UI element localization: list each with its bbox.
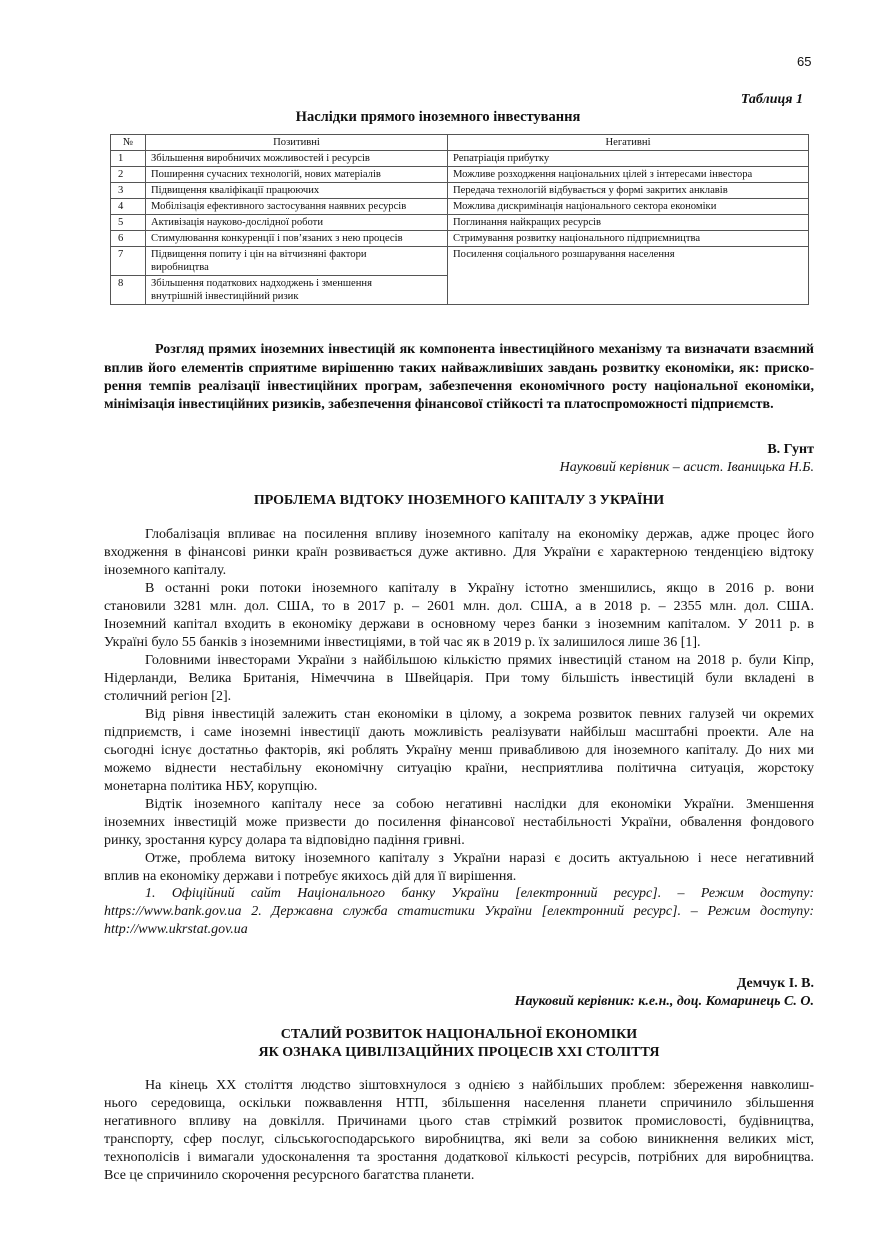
negative-cell bbox=[448, 183, 809, 199]
row-number-cell: 6 bbox=[111, 231, 146, 247]
body-line: ринку, зростання курсу долара та відповідно падіння гривні. bbox=[104, 833, 465, 848]
negative-cell bbox=[448, 231, 809, 247]
body-line: Іноземний капітал входить в економіку держави в основному через банки з іноземним капіталом. У 2011 р. в bbox=[104, 617, 814, 632]
negative-cell bbox=[448, 151, 809, 167]
table-row bbox=[111, 183, 809, 199]
table-row bbox=[111, 231, 809, 247]
positive-cell bbox=[146, 231, 448, 247]
body-line: монетарна політика НБУ, корупцію. bbox=[104, 779, 318, 794]
cell-text: Поглинання найкращих ресурсів bbox=[453, 217, 601, 228]
cell-text: Передача технологій відбувається у формі закритих анклавів bbox=[453, 185, 728, 196]
row-number-cell: 3 bbox=[111, 183, 146, 199]
negative-cell bbox=[448, 199, 809, 215]
body-line: негативного впливу на довкілля. Причинами цього став стрімкий розвиток промисловості, будівництва, bbox=[104, 1114, 814, 1129]
article-title: СТАЛИЙ РОЗВИТОК НАЦІОНАЛЬНОЇ ЕКОНОМІКИ bbox=[280, 1027, 638, 1042]
conclusion-line: вплив його елементів сприятиме вирішенню таких найважливіших завдань розвитку економіки, як: приско- bbox=[104, 361, 814, 376]
positive-cell bbox=[146, 276, 448, 305]
cell-text: Мобілізація ефективного застосування наявних ресурсів bbox=[151, 201, 407, 212]
consequences-table bbox=[110, 134, 809, 305]
positive-cell bbox=[146, 199, 448, 215]
cell-text: Посилення соціального розшарування населення bbox=[453, 249, 675, 260]
positive-cell bbox=[146, 151, 448, 167]
body-line: входження в фінансові ринки країн розвивається дуже активно. Для України є характерною тенденцією відтоку bbox=[104, 545, 814, 560]
body-line: Глобалізація впливає на посилення впливу іноземного капіталу на економіку держав, адже процес його bbox=[145, 527, 814, 542]
cell-text: Підвищення попиту і цін на вітчизняні фактори bbox=[151, 249, 367, 260]
cell-text: Можливе розходження національних цілей з інтересами інвестора bbox=[453, 169, 753, 180]
article-title: ПРОБЛЕМА ВІДТОКУ ІНОЗЕМНОГО КАПІТАЛУ З УКРАЇНИ bbox=[253, 493, 665, 508]
body-line: сьогодні існує достатньо факторів, які роблять Україну менш привабливою для іноземного капіталу. До них ми bbox=[104, 743, 814, 758]
body-line: можемо віднести нестабільну економічну ситуацію країни, несприятлива політична ситуація, жорстоку bbox=[104, 761, 814, 776]
body-line: Україні було 55 банків з іноземними інвестиціями, в той час як в 2019 р. їх залишилося лише 36 [1]. bbox=[104, 635, 701, 650]
supervisor-line: Науковий керівник: к.е.н., доц. Комаринець С. О. bbox=[514, 994, 814, 1009]
body-line: Від рівня інвестицій залежить стан економіки в цілому, а зокрема розвиток певних галузей чи окремих bbox=[145, 707, 814, 722]
positive-cell bbox=[146, 215, 448, 231]
cell-text: Стримування розвитку національного підприємництва bbox=[453, 233, 701, 244]
positive-cell bbox=[146, 167, 448, 183]
body-line: Головними інвесторами України з найбільшою кількістю прямих інвестицій станом на 2018 р. були Кіпр, bbox=[145, 653, 814, 668]
body-line: підприємств, і саме іноземні інвестиції дають можливість реалізувати найбільш масштабні проекти. Але на bbox=[104, 725, 814, 740]
row-number-cell: 1 bbox=[111, 151, 146, 167]
reference-line: https://www.bank.gov.ua 2. Державна служба статистики України [електронний ресурс]. – Режим доступу: bbox=[104, 904, 814, 919]
positive-cell bbox=[146, 183, 448, 199]
supervisor-line: Науковий керівник – асист. Іваницька Н.Б. bbox=[559, 460, 814, 475]
article-title: ЯК ОЗНАКА ЦИВІЛІЗАЦІЙНИХ ПРОЦЕСІВ XXI СТОЛІТТЯ bbox=[258, 1045, 660, 1060]
body-line: Все це спричинило скорочення ресурсного багатства планети. bbox=[104, 1168, 475, 1183]
body-line: столичний регіон [2]. bbox=[104, 689, 232, 704]
row-number-cell: 2 bbox=[111, 167, 146, 183]
body-line: Отже, проблема витоку іноземного капіталу з України наразі є досить актуальною і несе негативний bbox=[145, 851, 814, 866]
body-line: нього середовища, оскільки пожвавлення НТП, збільшення населення планети спричинило збільшення bbox=[104, 1096, 814, 1111]
negative-cell bbox=[448, 167, 809, 183]
cell-text: Підвищення кваліфікації працюючих bbox=[151, 185, 320, 196]
body-line: становили 3281 млн. дол. США, то в 2017 р. – 2601 млн. дол. США, а в 2018 р. – 2355 млн. дол. США. bbox=[104, 599, 814, 614]
page-number: 65 bbox=[797, 54, 812, 69]
row-number-cell: 8 bbox=[111, 276, 146, 305]
body-line: В останні роки потоки іноземного капіталу в Україну істотно зменшились, якщо в 2016 р. вони bbox=[145, 581, 814, 596]
conclusion-line: Розгляд прямих іноземних інвестицій як компонента інвестиційного механізму та визначати взаємний bbox=[155, 342, 814, 357]
cell-text: Збільшення податкових надходжень і зменшення bbox=[151, 278, 372, 289]
body-line: транспорту, сфер послуг, сільськогосподарського виробництва, які вели за собою виникнення великих міст, bbox=[104, 1132, 814, 1147]
conclusion-line: мінімізація інвестиційних ризиків, забезпечення фінансової стійкості та платоспроможності підприємств. bbox=[104, 397, 774, 412]
author-name: В. Гунт bbox=[767, 442, 814, 457]
body-line: іноземних інвестицій може призвести до посилення фінансової нестабільності України, обвалення фондового bbox=[104, 815, 814, 830]
cell-text: Збільшення виробничих можливостей і ресурсів bbox=[151, 153, 370, 164]
row-number-cell: 7 bbox=[111, 247, 146, 276]
body-line: вплив на економіку держави і потребує якихось дій для її вирішення. bbox=[104, 869, 517, 884]
cell-text: Стимулювання конкуренції і пов’язаних з нею процесів bbox=[151, 233, 403, 244]
cell-text: Можлива дискримінація національного сектора економіки bbox=[453, 201, 717, 212]
table-row bbox=[111, 151, 809, 167]
row-number-cell: 4 bbox=[111, 199, 146, 215]
cell-text: виробництва bbox=[151, 262, 209, 273]
positive-cell bbox=[146, 247, 448, 276]
row-number-cell: 5 bbox=[111, 215, 146, 231]
negative-cell bbox=[448, 215, 809, 231]
body-line: іноземного капіталу. bbox=[104, 563, 227, 578]
table-row bbox=[111, 167, 809, 183]
table-header-cell: Позитивні bbox=[146, 135, 448, 151]
reference-line: http://www.ukrstat.gov.ua bbox=[104, 922, 248, 937]
table-row bbox=[111, 199, 809, 215]
table-title: Наслідки прямого іноземного інвестування bbox=[295, 109, 581, 125]
table-header-cell: Негативні bbox=[448, 135, 809, 151]
cell-text: внутрішній інвестиційний ризик bbox=[151, 291, 299, 302]
conclusion-line: рення темпів реалізації інвестиційних програм, забезпечення економічного росту національної економіки, bbox=[104, 379, 814, 394]
body-line: Відтік іноземного капіталу несе за собою негативні наслідки для економіки України. Зменшення bbox=[145, 797, 814, 812]
table-row bbox=[111, 247, 809, 276]
cell-text: Поширення сучасних технологій, нових матеріалів bbox=[151, 169, 381, 180]
body-line: технополісів і вимагали удосконалення та зростання додаткової кількості ресурсів, потрібних для виробництва. bbox=[104, 1150, 814, 1165]
author-name: Демчук І. В. bbox=[736, 976, 814, 991]
table-row bbox=[111, 215, 809, 231]
reference-line: 1. Офіційний сайт Національного банку України [електронний ресурс]. – Режим доступу: bbox=[145, 886, 814, 901]
body-line: Нідерланди, Велика Британія, Німеччина в Швейцарія. При тому більшість інвестицій були вкладені в bbox=[104, 671, 814, 686]
table-header-cell: № bbox=[111, 135, 146, 151]
table-header-row bbox=[111, 135, 809, 151]
negative-cell bbox=[448, 247, 809, 305]
cell-text: Активізація науково-дослідної роботи bbox=[151, 217, 323, 228]
body-line: На кінець XX століття людство зіштовхнулося з однією з найбільших проблем: збереження навколиш- bbox=[145, 1078, 814, 1093]
cell-text: Репатріація прибутку bbox=[453, 153, 550, 164]
table-label: Таблиця 1 bbox=[740, 92, 803, 107]
